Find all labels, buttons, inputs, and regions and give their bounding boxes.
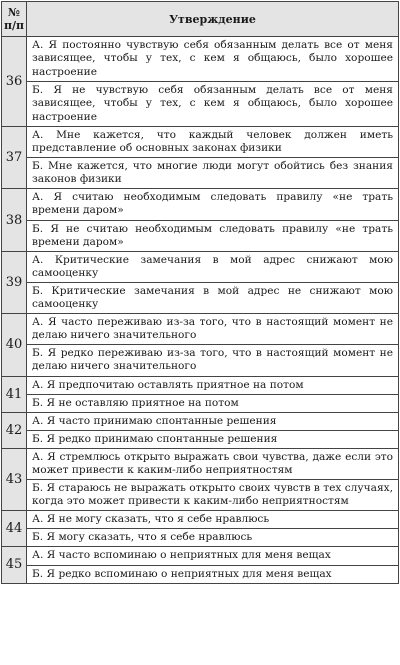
statement-option-b: Б. Я редко переживаю из-за того, что в настоящий момент не делаю ничего значительного [27, 345, 399, 376]
table-row [2, 480, 399, 511]
statement-option-a: А. Я не могу сказать, что я себе нравлюсь [27, 511, 399, 529]
table-row [2, 345, 399, 376]
statement-option-b: Б. Мне кажется, что многие люди могут обойтись без знания законов физики [27, 158, 399, 189]
item-number: 36 [2, 37, 27, 127]
number-column-header: № п/п [2, 2, 27, 37]
statement-option-a: А. Я считаю необходимым следовать правилу «не трать времени даром» [27, 189, 399, 220]
table-row [2, 394, 399, 412]
table-row [2, 430, 399, 448]
item-number: 40 [2, 314, 27, 376]
statement-option-a: А. Критические замечания в мой адрес снижают мою самооценку [27, 251, 399, 282]
statement-option-b: Б. Я редко принимаю спонтанные решения [27, 430, 399, 448]
table-row [2, 127, 399, 158]
statement-option-a: А. Мне кажется, что каждый человек должен иметь представление об основных законах физики [27, 127, 399, 158]
statement-option-b: Б. Я не оставляю приятное на потом [27, 394, 399, 412]
table-row [2, 448, 399, 479]
table-row [2, 220, 399, 251]
table-row [2, 412, 399, 430]
table-row [2, 37, 399, 82]
statement-option-b: Б. Я редко вспоминаю о неприятных для меня вещах [27, 565, 399, 583]
table-row [2, 189, 399, 220]
statement-option-b: Б. Я не чувствую себя обязанным делать все от меня зависящее, чтобы у тех, с кем я общаюсь, было хорошее настроение [27, 82, 399, 127]
statement-option-a: А. Я стремлюсь открыто выражать свои чувства, даже если это может привести к каким-либо неприятностям [27, 448, 399, 479]
header-row [2, 2, 399, 37]
item-number: 39 [2, 251, 27, 313]
table-row [2, 511, 399, 529]
table-row [2, 251, 399, 282]
item-number: 44 [2, 511, 27, 547]
table-row [2, 82, 399, 127]
statement-option-a: А. Я предпочитаю оставлять приятное на потом [27, 376, 399, 394]
statement-option-b: Б. Я не считаю необходимым следовать правилу «не трать времени даром» [27, 220, 399, 251]
item-number: 42 [2, 412, 27, 448]
item-number: 41 [2, 376, 27, 412]
statement-option-a: А. Я постоянно чувствую себя обязанным делать все от меня зависящее, чтобы у тех, с кем я общаюсь, было хорошее настроение [27, 37, 399, 82]
item-number: 37 [2, 127, 27, 189]
item-number: 43 [2, 448, 27, 510]
table-row [2, 547, 399, 565]
table-row [2, 314, 399, 345]
statement-option-b: Б. Я стараюсь не выражать открыто своих чувств в тех случаях, когда это может привести к каким-либо неприятностям [27, 480, 399, 511]
table-row [2, 529, 399, 547]
item-number: 38 [2, 189, 27, 251]
item-number: 45 [2, 547, 27, 583]
statement-column-header: Утверждение [27, 2, 399, 37]
statement-option-b: Б. Критические замечания в мой адрес не снижают мою самооценку [27, 282, 399, 313]
statement-option-b: Б. Я могу сказать, что я себе нравлюсь [27, 529, 399, 547]
table-row [2, 282, 399, 313]
statement-option-a: А. Я часто принимаю спонтанные решения [27, 412, 399, 430]
table-row [2, 158, 399, 189]
table-row [2, 565, 399, 583]
statement-option-a: А. Я часто вспоминаю о неприятных для меня вещах [27, 547, 399, 565]
questionnaire-table [1, 1, 399, 584]
table-row [2, 376, 399, 394]
statement-option-a: А. Я часто переживаю из-за того, что в настоящий момент не делаю ничего значительного [27, 314, 399, 345]
